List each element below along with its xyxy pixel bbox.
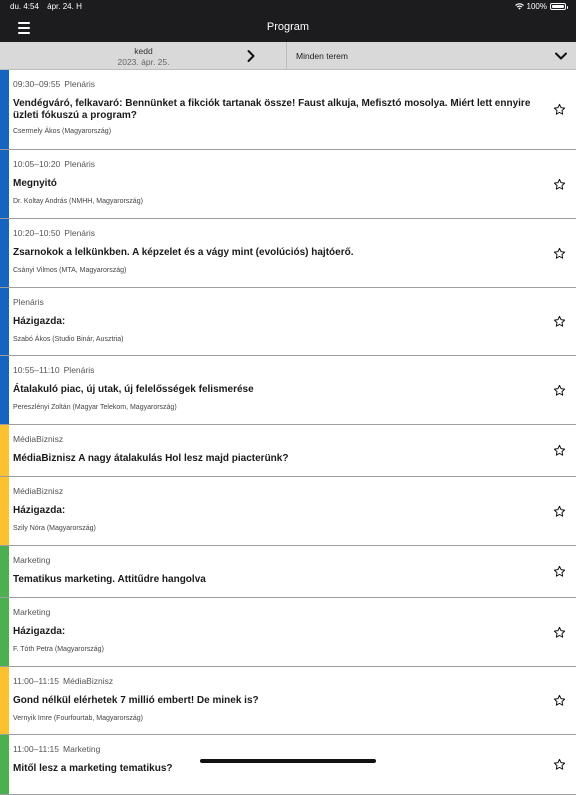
status-date: ápr. 24. H bbox=[47, 2, 82, 11]
session-speaker: Szily Nóra (Magyarország) bbox=[13, 525, 96, 532]
star-icon[interactable] bbox=[553, 565, 566, 578]
star-icon[interactable] bbox=[553, 694, 566, 707]
session-meta bbox=[13, 297, 44, 307]
session-title: Házigazda: bbox=[13, 626, 66, 637]
session-title: Házigazda: bbox=[13, 316, 66, 327]
session-row[interactable] bbox=[0, 598, 576, 667]
session-meta bbox=[13, 676, 113, 686]
session-meta bbox=[13, 159, 95, 169]
session-row[interactable] bbox=[0, 219, 576, 288]
star-icon[interactable] bbox=[553, 505, 566, 518]
status-bar bbox=[0, 0, 576, 14]
session-row[interactable] bbox=[0, 425, 576, 477]
session-row[interactable] bbox=[0, 667, 576, 735]
session-meta bbox=[13, 486, 63, 496]
page-title: Program bbox=[266, 21, 310, 33]
session-time: 11:00–11:15 bbox=[13, 676, 60, 686]
session-row[interactable] bbox=[0, 546, 576, 598]
star-icon[interactable] bbox=[553, 444, 566, 457]
session-speaker: Dr. Koltay András (NMHH, Magyarország) bbox=[13, 198, 143, 205]
session-speaker: Csányi Vilmos (MTA, Magyarország) bbox=[13, 267, 127, 274]
track-color-bar bbox=[0, 70, 9, 149]
session-row[interactable] bbox=[0, 735, 576, 795]
track-color-bar bbox=[0, 735, 9, 794]
session-row[interactable] bbox=[0, 288, 576, 356]
session-track: Plenáris bbox=[13, 297, 44, 307]
session-meta bbox=[13, 434, 63, 444]
track-color-bar bbox=[0, 288, 9, 355]
session-speaker: Vernyik Imre (Fourfourtab, Magyarország) bbox=[13, 715, 143, 722]
track-color-bar bbox=[0, 356, 9, 424]
session-speaker: F. Tóth Petra (Magyarország) bbox=[13, 646, 104, 653]
star-icon[interactable] bbox=[553, 103, 566, 116]
session-time: 10:05–10:20 bbox=[13, 159, 61, 169]
date-full-label: 2023. ápr. 25. bbox=[117, 57, 170, 67]
session-title: Mitől lesz a marketing tematikus? bbox=[13, 763, 173, 774]
date-selector[interactable] bbox=[0, 42, 287, 70]
room-label: Minden terem bbox=[296, 51, 348, 61]
session-title: Tematikus marketing. Attitűdre hangolva bbox=[13, 574, 206, 585]
session-speaker: Szabó Ákos (Studio Binár, Ausztria) bbox=[13, 336, 124, 343]
session-meta bbox=[13, 555, 50, 565]
session-title: Átalakuló piac, új utak, új felelősségek felismerése bbox=[13, 384, 254, 395]
star-icon[interactable] bbox=[553, 626, 566, 639]
session-meta bbox=[13, 607, 50, 617]
battery-percent: 100% bbox=[526, 2, 547, 11]
session-track: Marketing bbox=[13, 607, 51, 617]
session-track: Marketing bbox=[63, 744, 101, 754]
session-row[interactable] bbox=[0, 150, 576, 219]
star-icon[interactable] bbox=[553, 178, 566, 191]
star-icon[interactable] bbox=[553, 758, 566, 771]
track-color-bar bbox=[0, 150, 9, 218]
track-color-bar bbox=[0, 477, 9, 545]
session-row[interactable] bbox=[0, 70, 576, 150]
home-indicator[interactable] bbox=[200, 759, 376, 763]
session-title: Vendégváró, felkavaró: Bennünket a fikciók tartanak össze! Faust alkuja, Mefisztó mosolya. Miért lett ennyire üzleti fókuszú a program? bbox=[13, 98, 531, 121]
session-speaker: Pereszlényi Zoltán (Magyar Telekom, Magyarország) bbox=[13, 404, 177, 411]
track-color-bar bbox=[0, 598, 9, 666]
track-color-bar bbox=[0, 667, 9, 734]
session-time: 11:00–11:15 bbox=[13, 744, 60, 754]
track-color-bar bbox=[0, 219, 9, 287]
session-list bbox=[0, 70, 576, 795]
session-speaker: Csermely Ákos (Magyarország) bbox=[13, 128, 112, 135]
session-title: Zsarnokok a lelkünkben. A képzelet és a vágy mint (evolúciós) hajtóerő. bbox=[13, 247, 354, 258]
status-time: du. 4:54 bbox=[10, 2, 39, 11]
session-title: Házigazda: bbox=[13, 505, 66, 516]
session-title: Gond nélkül elérhetek 7 millió embert! De minek is? bbox=[13, 695, 259, 706]
battery-icon bbox=[550, 3, 566, 10]
session-track: MédiaBiznisz bbox=[63, 676, 114, 686]
session-time: 10:55–11:10 bbox=[13, 365, 60, 375]
session-track: Plenáris bbox=[64, 228, 95, 238]
session-time: 09:30–09:55 bbox=[13, 79, 61, 89]
session-track: Plenáris bbox=[64, 79, 95, 89]
session-track: Plenáris bbox=[64, 159, 95, 169]
session-row[interactable] bbox=[0, 477, 576, 546]
session-track: MédiaBiznisz bbox=[13, 486, 64, 496]
session-track: Plenáris bbox=[63, 365, 95, 375]
star-icon[interactable] bbox=[553, 247, 566, 260]
nav-bar bbox=[0, 14, 576, 42]
track-color-bar bbox=[0, 425, 9, 476]
session-meta bbox=[13, 228, 95, 238]
session-title: Megnyitó bbox=[13, 178, 57, 189]
chevron-right-icon[interactable] bbox=[244, 49, 258, 63]
star-icon[interactable] bbox=[553, 384, 566, 397]
session-meta bbox=[13, 744, 100, 754]
session-meta bbox=[13, 79, 95, 89]
wifi-icon bbox=[515, 3, 524, 10]
date-day-label: kedd bbox=[134, 46, 153, 56]
session-track: MédiaBiznisz bbox=[13, 434, 64, 444]
chevron-down-icon[interactable] bbox=[554, 50, 568, 62]
session-title: MédiaBiznisz A nagy átalakulás Hol lesz majd piacterünk? bbox=[13, 453, 289, 464]
room-selector[interactable] bbox=[288, 42, 576, 70]
filter-bar bbox=[0, 42, 576, 70]
session-meta bbox=[13, 365, 94, 375]
star-icon[interactable] bbox=[553, 315, 566, 328]
session-time: 10:20–10:50 bbox=[13, 228, 61, 238]
session-row[interactable] bbox=[0, 356, 576, 425]
track-color-bar bbox=[0, 546, 9, 597]
session-track: Marketing bbox=[13, 555, 51, 565]
